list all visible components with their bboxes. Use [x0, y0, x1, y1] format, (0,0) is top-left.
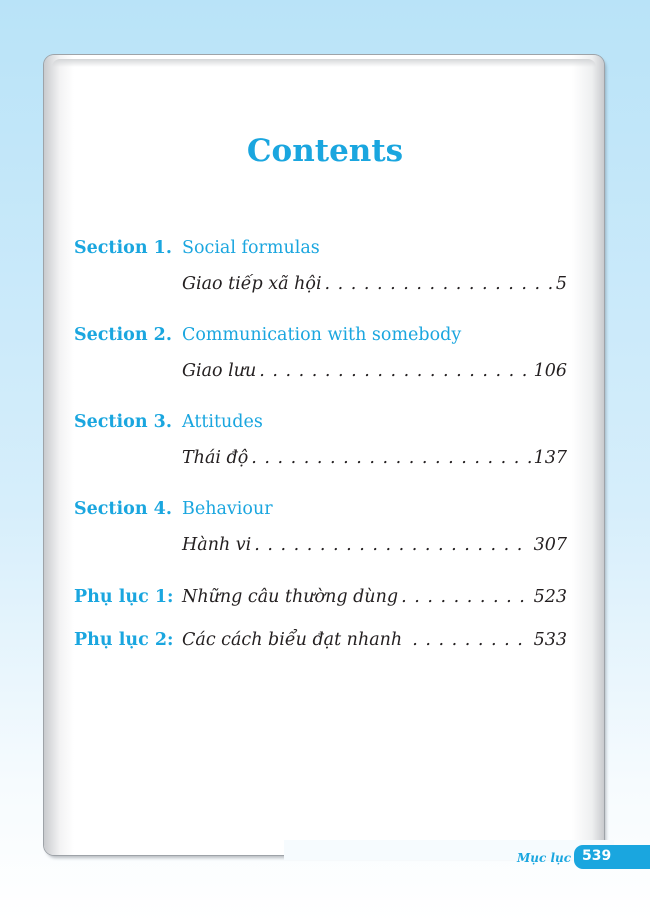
appendix-2-toc-entry[interactable]	[182, 630, 567, 650]
appendix-2-page-number: 533	[533, 630, 567, 650]
appendix-2-title: Các cách biểu đạt nhanh	[182, 630, 403, 650]
page-title: Contents	[246, 133, 404, 169]
dot-leader	[259, 361, 530, 381]
appendix-2-label: Phụ lục 2:	[74, 630, 174, 650]
section-2-label: Section 2.	[74, 325, 172, 345]
dot-leader	[412, 630, 530, 650]
dot-leader	[401, 587, 531, 607]
section-4-page-number: 307	[533, 535, 567, 555]
section-3-toc-entry[interactable]	[182, 448, 567, 468]
section-1-page-number: 5	[555, 274, 567, 294]
section-4-toc-entry[interactable]	[182, 535, 567, 555]
dot-leader	[325, 274, 553, 294]
section-1-label: Section 1.	[74, 238, 172, 258]
section-4-vietnamese-title: Hành vi	[182, 535, 252, 555]
appendix-1-label: Phụ lục 1:	[74, 587, 174, 607]
section-2-page-number: 106	[533, 361, 567, 381]
appendix-1-title: Những câu thường dùng	[182, 587, 399, 607]
section-4-label: Section 4.	[74, 499, 172, 519]
section-1-english-title: Social formulas	[182, 238, 320, 258]
dot-leader	[251, 448, 530, 468]
section-3-label: Section 3.	[74, 412, 172, 432]
section-2-toc-entry[interactable]	[182, 361, 567, 381]
section-4-english-title: Behaviour	[182, 499, 273, 519]
section-3-vietnamese-title: Thái độ	[182, 448, 249, 468]
section-3-page-number: 137	[533, 448, 567, 468]
footer-page-number: 539	[582, 848, 612, 864]
section-1-toc-entry[interactable]	[182, 274, 567, 294]
appendix-1-toc-entry[interactable]	[182, 587, 567, 607]
section-3-english-title: Attitudes	[182, 412, 263, 432]
section-2-english-title: Communication with somebody	[182, 325, 462, 345]
section-2-vietnamese-title: Giao lưu	[182, 361, 257, 381]
dot-leader	[254, 535, 530, 555]
section-1-vietnamese-title: Giao tiếp xã hội	[182, 274, 322, 294]
footer-section-label: Mục lục	[517, 851, 572, 865]
appendix-1-page-number: 523	[533, 587, 567, 607]
